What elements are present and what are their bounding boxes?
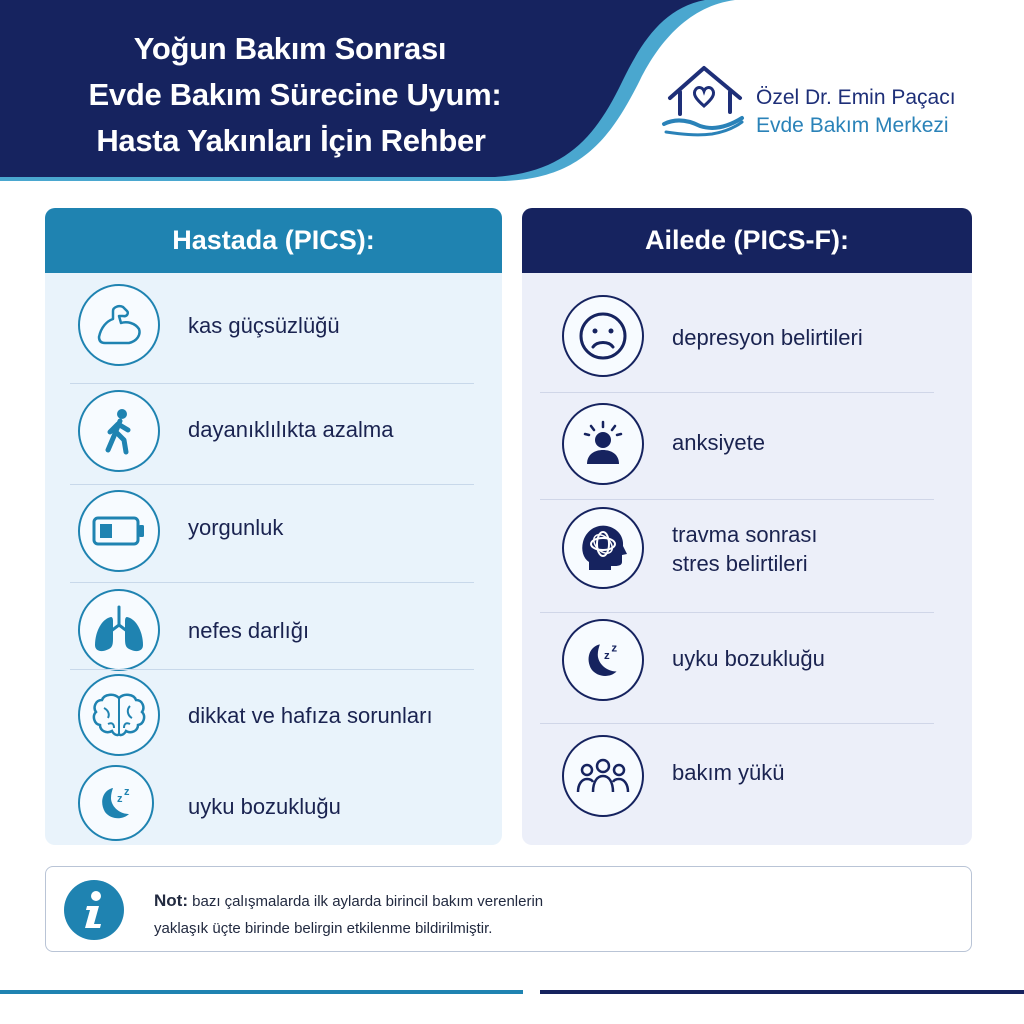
- low-battery-icon: [78, 490, 160, 572]
- divider: [540, 612, 934, 613]
- item-label: yorgunluk: [188, 514, 284, 540]
- svg-text:z: z: [124, 786, 130, 798]
- list-item: [540, 739, 934, 819]
- divider: [70, 484, 474, 485]
- note-line: bazı çalışmalarda ilk aylarda birincil bakım verenlerin: [187, 893, 544, 910]
- divider: [540, 392, 934, 393]
- list-item: [70, 590, 474, 670]
- patient-card: [45, 208, 502, 845]
- patient-heading: Hastada (PICS):: [45, 208, 502, 273]
- title-line: Evde Bakım Sürecine Uyum:: [88, 77, 502, 112]
- note-prefix: Not:: [154, 891, 188, 910]
- list-item: [540, 403, 934, 483]
- list-item: [70, 393, 474, 473]
- divider: [70, 669, 474, 670]
- divider: [540, 499, 934, 500]
- brand-logo: [660, 62, 1000, 152]
- brand-name: Özel Dr. Emin Paçacı: [756, 86, 956, 109]
- walking-person-icon: [78, 390, 160, 472]
- item-label: depresyon belirtileri: [672, 324, 863, 350]
- item-label: dikkat ve hafıza sorunları: [188, 702, 433, 728]
- note-box: [45, 866, 972, 952]
- svg-text:z: z: [604, 649, 610, 662]
- item-label: bakım yükü: [672, 759, 785, 785]
- lungs-icon: [78, 589, 160, 671]
- title-line: Hasta Yakınları İçin Rehber: [96, 123, 486, 158]
- page-title: [0, 26, 590, 164]
- sad-face-icon: [562, 295, 644, 377]
- item-label: uyku bozukluğu: [672, 645, 825, 671]
- note-text: [154, 887, 543, 942]
- svg-text:z: z: [117, 793, 123, 805]
- item-label: anksiyete: [672, 429, 765, 455]
- head-swirl-icon: [562, 507, 644, 589]
- footer-bar: [540, 990, 1024, 994]
- house-heart-hand-icon: [660, 62, 750, 142]
- item-label: [672, 520, 818, 578]
- list-item: [70, 285, 474, 365]
- brain-icon: [78, 674, 160, 756]
- divider: [70, 582, 474, 583]
- list-item: [70, 760, 474, 840]
- list-item: [540, 295, 934, 375]
- moon-sleep-icon: [78, 765, 154, 841]
- svg-text:z: z: [611, 642, 618, 655]
- item-label: dayanıklılıkta azalma: [188, 416, 394, 442]
- note-line: yaklaşık üçte birinde belirgin etkilenme bildirilmiştir.: [154, 920, 493, 937]
- family-heading: Ailede (PICS-F):: [522, 208, 972, 273]
- item-label: nefes darlığı: [188, 617, 310, 643]
- list-item: [70, 675, 474, 755]
- family-card: [522, 208, 972, 845]
- item-label: uyku bozukluğu: [188, 793, 341, 819]
- label-line: stres belirtileri: [672, 551, 808, 576]
- flexed-arm-icon: [78, 284, 160, 366]
- list-item: [540, 625, 934, 705]
- footer-bar: [0, 990, 523, 994]
- list-item: [540, 513, 934, 593]
- brand-subtitle: Evde Bakım Merkezi: [756, 114, 949, 137]
- moon-sleep-icon: [562, 619, 644, 701]
- divider: [70, 383, 474, 384]
- item-label: kas güçsüzlüğü: [188, 312, 340, 338]
- divider: [540, 723, 934, 724]
- title-line: Yoğun Bakım Sonrası: [133, 31, 447, 66]
- anxious-person-icon: [562, 403, 644, 485]
- label-line: travma sonrası: [672, 522, 818, 547]
- group-people-icon: [562, 735, 644, 817]
- info-icon: [64, 880, 124, 940]
- list-item: [70, 493, 474, 573]
